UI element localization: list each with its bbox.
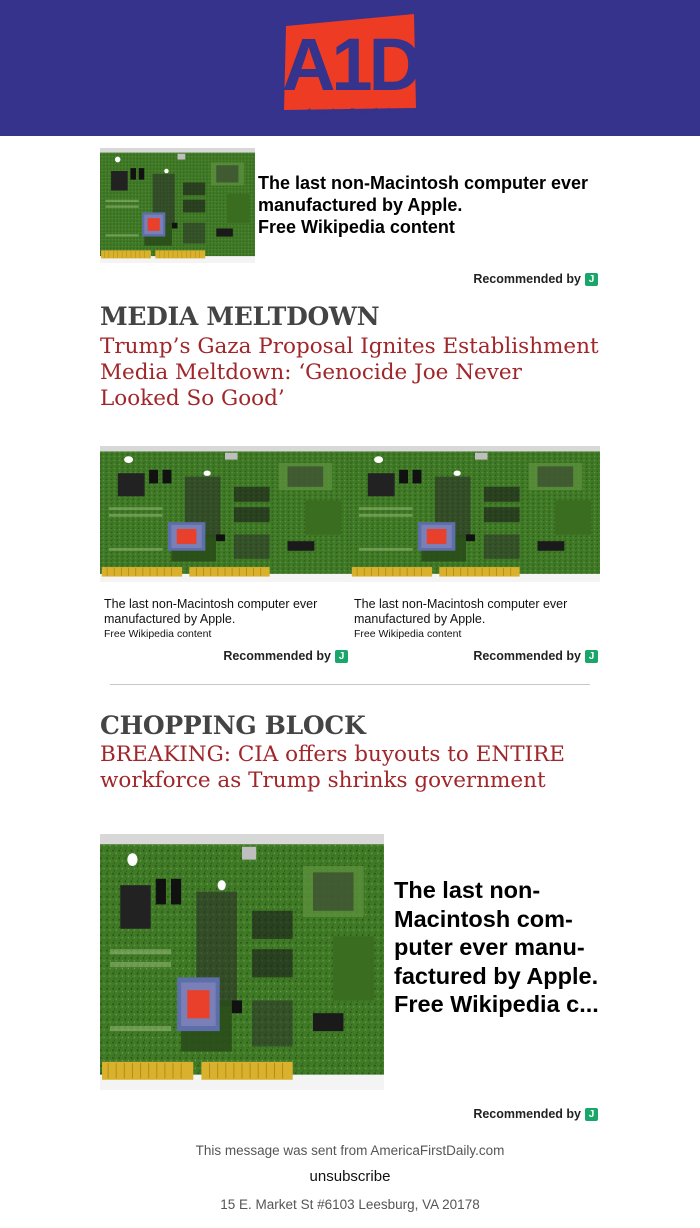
ad-top-text[interactable]	[258, 172, 598, 238]
footer-address: 15 E. Market St #6103 Leesburg, VA 20178	[220, 1197, 480, 1212]
ad-top-source: Free Wikipedia content	[258, 217, 455, 237]
headline-gaza-proposal[interactable]: Trump’s Gaza Proposal Ignites Establishment Media Meltdown: ‘Genocide Joe Never Looked So Good’	[100, 334, 599, 411]
recommended-by-bottom[interactable]	[473, 1107, 598, 1121]
section-divider	[110, 684, 590, 685]
ad-image-pair-right[interactable]	[350, 446, 600, 582]
section-title-media-meltdown: MEDIA MELTDOWN	[100, 302, 380, 331]
email-header	[0, 0, 700, 136]
ad-pair-left-caption[interactable]	[104, 597, 344, 642]
ad-image-top[interactable]	[100, 148, 255, 263]
ad-image-bottom[interactable]	[100, 834, 384, 1090]
section-title-chopping-block: CHOPPING BLOCK	[100, 711, 366, 740]
ad-pair-right-title[interactable]: The last non-Macintosh computer ever manufactured by Apple.	[354, 597, 568, 626]
a1d-logo[interactable]	[282, 14, 418, 122]
recommender-logo-icon: J	[585, 273, 598, 286]
recommended-label: Recommended by	[473, 1107, 581, 1121]
ad-bottom-source: Free Wikipedia c...	[394, 991, 599, 1017]
recommended-by-pair-left[interactable]	[223, 649, 348, 663]
recommended-label: Recommended by	[473, 649, 581, 663]
recommender-logo-icon: J	[585, 650, 598, 663]
recommended-by-top[interactable]	[473, 272, 598, 286]
ad-pair-left-title[interactable]: The last non-Macintosh computer ever manufactured by Apple.	[104, 597, 318, 626]
recommended-by-pair-right[interactable]	[473, 649, 598, 663]
recommender-logo-icon: J	[585, 1108, 598, 1121]
ad-image-pair-left[interactable]	[100, 446, 350, 582]
unsubscribe-link[interactable]: unsubscribe	[309, 1168, 391, 1185]
footer-sent-from: This message was sent from AmericaFirstDaily.com	[195, 1143, 505, 1158]
headline-cia-buyouts[interactable]: BREAKING: CIA offers buyouts to ENTIRE workforce as Trump shrinks government	[100, 742, 565, 793]
recommended-label: Recommended by	[473, 272, 581, 286]
logo-mark: A1D	[282, 23, 418, 106]
ad-top-title[interactable]: The last non-Macintosh computer ever manufactured by Apple.	[258, 173, 589, 215]
ad-pair-right-caption[interactable]	[354, 597, 594, 642]
ad-pair-left-source: Free Wikipedia content	[104, 628, 212, 640]
ad-bottom-title[interactable]: The last non-Macintosh com-puter ever manu-factured by Apple.	[394, 877, 599, 989]
ad-bottom-text[interactable]	[394, 876, 604, 1019]
ad-pair-right-source: Free Wikipedia content	[354, 628, 462, 640]
logo-tagline: America first daily	[305, 105, 395, 119]
recommended-label: Recommended by	[223, 649, 331, 663]
recommender-logo-icon: J	[335, 650, 348, 663]
